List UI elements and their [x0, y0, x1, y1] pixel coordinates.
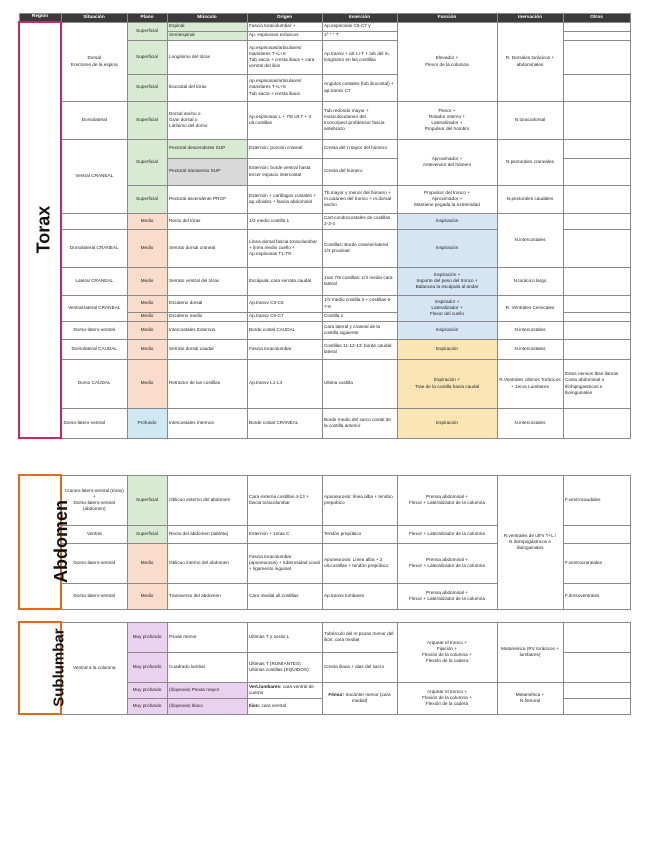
cell-insercion: Aponeurosis: línea alba + tendón prepúbico — [322, 475, 397, 525]
cell-otros: F.ventrocraneales — [563, 543, 630, 583]
cell-insercion — [322, 682, 397, 714]
cell-situacion: Dorso-latero-ventral — [61, 408, 127, 438]
cell-otros — [563, 682, 630, 698]
cell-otros — [563, 321, 630, 339]
cell-musculo: Iliocostal del tórax — [167, 74, 247, 101]
cell-origen: Cara medial ult.costillas — [247, 583, 322, 609]
cell-origen: Ap.espinosas/articulares/ mamilares T+L+S Tub sacra + cresta iliaca — [247, 74, 322, 101]
cell-insercion: Cresta del t.mayor del húmero — [322, 139, 397, 158]
cell-otros — [563, 213, 630, 229]
cell-musculo: Retractor de las costillas — [167, 359, 247, 408]
cell-funcion: Flexor + Rotador interno + Lateralizador + Propulsor del hombro — [397, 101, 497, 139]
cell-inervacion: N.intercostales — [497, 408, 563, 438]
header-funcion: Función — [397, 14, 497, 23]
cell-plano: Muy profundo — [127, 682, 167, 698]
cell-plano: Muy profundo — [127, 698, 167, 714]
cell-plano: Medio — [127, 213, 167, 229]
cell-musculo: Oblicuo interno del abdomen — [167, 543, 247, 583]
table-row — [19, 339, 630, 359]
cell-inervacion: Metamérica (RV torácicos + lumbares) — [497, 622, 563, 682]
cell-plano: Medio — [127, 359, 167, 408]
cell-situacion: Ventral-lateral CRANEAL — [61, 295, 127, 321]
cell-situacion: Craneo-latero-ventral (tórax) + Dorso-latero-ventral (abdomen) — [61, 475, 127, 525]
table-row — [19, 321, 630, 339]
cell-otros — [563, 229, 630, 267]
header-situacion: Situación — [61, 14, 127, 23]
cell-origen: Esternón + cartílagos costales + ap.xifoides + fascia abdominal — [247, 185, 322, 213]
cell-otros — [563, 652, 630, 682]
cell-funcion: Inspiración — [397, 213, 497, 229]
cell-plano: Superficial — [127, 101, 167, 139]
cell-insercion: Tb.mayor y menor del húmero + m.cutaneo del tronco + m.dorsal ancho — [322, 185, 397, 213]
cell-musculo: Serrato dorsal craneal — [167, 229, 247, 267]
cell-insercion: Ultima costilla — [322, 359, 397, 408]
cell-musculo: Escaleno medio — [167, 312, 247, 321]
cell-plano: Superficial — [127, 74, 167, 101]
cell-origen: Escápula: cara serrata caudal — [247, 267, 322, 295]
cell-insercion: 1/3 medio costilla 3 + costillas 6-7-8 — [322, 295, 397, 312]
table-row — [19, 267, 630, 295]
header-insercion: Inserción — [322, 14, 397, 23]
cell-musculo: Recto del tórax — [167, 213, 247, 229]
cell-insercion: Cart.condrocostales de costillas 2-3-4 — [322, 213, 397, 229]
cell-plano: Profundo — [127, 408, 167, 438]
cell-funcion: Arquear el tronco + Flexión de la columna + Flexión de la cadera — [397, 682, 497, 714]
header-musculo: Músculo — [167, 14, 247, 23]
cell-situacion: Lateral CRANEAL — [61, 267, 127, 295]
cell-otros — [563, 158, 630, 185]
cell-funcion: Prensa abdominal + Flexor + Lateralizador de la columna — [397, 475, 497, 525]
cell-otros — [563, 22, 630, 31]
cell-musculo: Intercostales Externos — [167, 321, 247, 339]
cell-otros — [563, 312, 630, 321]
cell-insercion: Cresta iliaca + alas del sacro — [322, 652, 397, 682]
cell-insercion: 1ras 7/8 costillas: 1/3 medio cara lateral — [322, 267, 397, 295]
cell-plano: Superficial — [127, 139, 167, 185]
cell-inervacion: N.intercostales — [497, 339, 563, 359]
cell-situacion: Dorso CAUDAL — [61, 359, 127, 408]
cell-insercion-text: trocánter menor (cara medial) — [345, 691, 391, 703]
cell-musculo: Escaleno dorsal — [167, 295, 247, 312]
cell-otros — [563, 74, 630, 101]
cell-plano: Medio — [127, 229, 167, 267]
cell-insercion: Tub.redondo mayor + musculocutaneo del tronco/pect.profdensor fascia antebrazo — [322, 101, 397, 139]
cell-plano: Superficial — [127, 475, 167, 525]
cell-insercion: 1ª ⁺⁺ T — [322, 31, 397, 40]
cell-inervacion: R.ventrales de ult*s T+L / N.iliohipogástricos e ilioinguinales — [497, 475, 563, 609]
cell-origen: 1/3 medio costilla 1 — [247, 213, 322, 229]
cell-insercion: Ap.transv lumbares — [322, 583, 397, 609]
cell-origen-bold: Ilion: — [249, 702, 261, 708]
cell-inervacion: R.Ventrales ultimos Torácicos + 1eros Lumbares — [497, 359, 563, 408]
cell-origen: Ap. espinosos torácicos — [247, 31, 322, 40]
region-torax — [19, 22, 61, 438]
cell-musculo: Pectoral descendente SUP — [167, 139, 247, 158]
cell-inervacion: N.torácico largo — [497, 267, 563, 295]
cell-otros — [563, 267, 630, 295]
table-row — [19, 622, 630, 652]
cell-otros — [563, 101, 630, 139]
cell-funcion: Espiración + Trae de la costilla hacia caudal — [397, 359, 497, 408]
cell-musculo: Cuadrado lumbar — [167, 652, 247, 682]
cell-musculo: Pectoral ascendente PROF — [167, 185, 247, 213]
cell-otros — [563, 295, 630, 312]
cell-situacion: Ventral — [61, 525, 127, 543]
cell-situacion: Dorsolateral — [61, 101, 127, 139]
cell-plano: Medio — [127, 543, 167, 583]
cell-otros — [563, 185, 630, 213]
muscle-table-torax — [18, 13, 631, 439]
cell-funcion: Flexor + Lateralizador de la columna — [397, 525, 497, 543]
cell-inervacion: R. Dorsales torácicos + abdominales — [497, 22, 563, 101]
cell-situacion: Dorsolateral CAUDAL — [61, 339, 127, 359]
cell-insercion: Cresta del húmero — [322, 158, 397, 185]
cell-funcion: Inspiración — [397, 321, 497, 339]
table-row — [19, 22, 630, 31]
cell-funcion: Propulsor del tronco + Aproximador + Mantiene pegada la extremidad — [397, 185, 497, 213]
cell-musculo: Serrato ventral del tórax — [167, 267, 247, 295]
cell-funcion: Elevador + Flexor de la columna — [397, 22, 497, 101]
table-row — [19, 213, 630, 229]
cell-insercion: Ap.transv + art L+T + tub del m. longísimo en las costillas — [322, 40, 397, 74]
cell-origen-text: cara ventral de cuerpo — [249, 683, 314, 695]
cell-origen: Ap.transv C3-C5 — [247, 295, 322, 312]
cell-origen: Ultimas T y 1eras L — [247, 622, 322, 652]
table-row — [19, 408, 630, 438]
cell-situacion: Dorsolateral CRANEAL — [61, 229, 127, 267]
cell-funcion: Inspiración — [397, 229, 497, 267]
cell-origen: Esternón + 1eras C — [247, 525, 322, 543]
cell-plano: Medio — [127, 312, 167, 321]
table-row — [19, 359, 630, 408]
region-sublumbar — [19, 622, 68, 714]
cell-origen-text: cara ventral — [261, 702, 287, 708]
cell-origen: Línea dorsal fascia toracolumbar + línea medio cuello + Ap.espinosas T1-T8 — [247, 229, 322, 267]
cell-plano: Medio — [127, 583, 167, 609]
region-abdomen-label: Abdomen — [50, 500, 71, 584]
cell-musculo: (Iliopsoas) Iliaco — [167, 698, 247, 714]
region-sublumbar-label: Sublumbar — [50, 628, 68, 708]
table-row — [19, 475, 630, 525]
cell-musculo: Recto del abdomen (tableta) — [167, 525, 247, 543]
cell-origen: Esternón: porción craneal — [247, 139, 322, 158]
cell-musculo: Serrato dorsal caudal — [167, 339, 247, 359]
cell-musculo: Semiespinal — [167, 31, 247, 40]
cell-origen: Borde costal CAUDAL — [247, 321, 322, 339]
cell-otros: F.ventrocaudales — [563, 475, 630, 525]
cell-origen-bold: Vert.lumbares: — [249, 683, 282, 689]
header-plano: Plano — [127, 14, 167, 23]
cell-insercion: Cara lateral y craneal de la costilla siguiente — [322, 321, 397, 339]
cell-insercion: Costillas 11-12-13: borde caudal-lateral — [322, 339, 397, 359]
cell-funcion: Inspirador + Lateralizador + Flexor del cuello — [397, 295, 497, 321]
cell-inervacion: N.pectorales craneales — [497, 139, 563, 185]
cell-funcion: Prensa abdominal + Flexor + Lateralizador de la columna — [397, 543, 497, 583]
cell-origen — [247, 682, 322, 698]
cell-plano: Medio — [127, 339, 167, 359]
table-row — [19, 295, 630, 312]
cell-insercion: Aponeurosis: Línea alba + 2 ult.costillas + tendón prepúbico — [322, 543, 397, 583]
cell-situacion: Dorso-latero-ventral — [61, 543, 127, 583]
cell-plano: Superficial — [127, 40, 167, 74]
cell-funcion: Aproximador + Antevensor del húmero — [397, 139, 497, 185]
cell-inervacion: N.pectorales caudales — [497, 185, 563, 213]
cell-insercion: Costilla 1 — [322, 312, 397, 321]
cell-insercion: Tubérculo del m.psoas menor del ilion: cara medial — [322, 622, 397, 652]
cell-insercion: Costillas: Borde craneal-lateral 1/3 proximal — [322, 229, 397, 267]
cell-plano: Medio — [127, 321, 167, 339]
cell-musculo: Transverso del abdomen — [167, 583, 247, 609]
cell-funcion: Inspiración + Soporte del peso del tronco + Balancea la escápula al andar — [397, 267, 497, 295]
cell-funcion: Prensa abdominal + Flexor + Lateralizador de la columna — [397, 583, 497, 609]
cell-otros — [563, 698, 630, 714]
table-row — [19, 139, 630, 158]
cell-otros — [563, 525, 630, 543]
cell-plano: Medio — [127, 295, 167, 312]
cell-otros: Estos nervios tbse llaman Costo abdominal o Iliohipogastricos e Ilioinguinales — [563, 359, 630, 408]
cell-origen: Ap.espinosas L + 7/8 ult.T + 3 ult.costillas — [247, 101, 322, 139]
header-row — [19, 14, 630, 23]
cell-musculo: Espinal — [167, 22, 247, 31]
cell-situacion: Dorso-latero-ventral — [61, 321, 127, 339]
cell-origen: Ap.transv L1-L3 — [247, 359, 322, 408]
cell-situacion: Dorsal Erectores de la espina — [61, 22, 127, 101]
cell-origen: Ultimas T (RUMIANTES) Ultimas costillas (EQUIDOS) — [247, 652, 322, 682]
cell-funcion: Espiración — [397, 339, 497, 359]
cell-plano: Muy profundo — [127, 652, 167, 682]
cell-otros — [563, 139, 630, 158]
header-otros: Otros — [563, 14, 630, 23]
cell-otros — [563, 622, 630, 652]
cell-origen: Ap.espinosas/articulares/ mamilares T+L+S Tub sacra + cresta iliaca + cara ventral del ilion — [247, 40, 322, 74]
cell-origen: Fascia toracolumbar + — [247, 22, 322, 31]
cell-inervacion: N.intercostales — [497, 213, 563, 267]
cell-insercion-bold: Fémur: — [328, 691, 345, 697]
cell-origen: Borde costal CRANEAL — [247, 408, 322, 438]
cell-insercion: Angulos costales (tub iliocostal) + ap.transv C7 — [322, 74, 397, 101]
cell-origen: Fascia toracolumbar — [247, 339, 322, 359]
cell-musculo: Longísimo del tórax — [167, 40, 247, 74]
cell-funcion: Arquear el tronco + Fijación + Flexión de la columna + Flexión de la cadera — [397, 622, 497, 682]
cell-plano: Superficial — [127, 185, 167, 213]
muscle-table-sublumbar — [18, 621, 631, 715]
cell-musculo: (Iliopsoas) Psoas mayor — [167, 682, 247, 698]
cell-otros — [563, 408, 630, 438]
cell-insercion: Borde medio del surco costal de la costilla anterior — [322, 408, 397, 438]
cell-inervacion: N.intercostales — [497, 321, 563, 339]
cell-origen: Esternón: borde ventral hasta tercer espacio intercostal — [247, 158, 322, 185]
region-abdomen — [19, 475, 71, 609]
cell-inervacion: Metamérica + N.femoral — [497, 682, 563, 714]
cell-situacion: Ventral a la columna — [61, 622, 127, 714]
header-origen: Origen — [247, 14, 322, 23]
cell-otros: F.dorsoventrales — [563, 583, 630, 609]
cell-insercion: Ap.espinosas C6-C7 y — [322, 22, 397, 31]
cell-plano: Superficial — [127, 525, 167, 543]
cell-origen — [247, 698, 322, 714]
cell-musculo: Pectoral transverso SUP — [167, 158, 247, 185]
cell-plano: Muy profundo — [127, 622, 167, 652]
cell-situacion: Dorso-latero-ventral — [61, 583, 127, 609]
cell-origen: Fascia toracolumbar (aponeurosis) + tuberosidad coxal + ligamento inguinal — [247, 543, 322, 583]
cell-inervacion: R. Ventrales Cervicales — [497, 295, 563, 321]
table-row — [19, 101, 630, 139]
header-inervacion: Inervación — [497, 14, 563, 23]
header-region: Región — [19, 14, 61, 23]
cell-inervacion: N.toracodorsal — [497, 101, 563, 139]
cell-musculo: Oblicuo externo del abdomen — [167, 475, 247, 525]
cell-insercion: Tendón prepúbico — [322, 525, 397, 543]
cell-origen: Cara externa costillas 4-13 + fascia toracolumbar — [247, 475, 322, 525]
cell-otros — [563, 40, 630, 74]
cell-funcion: Espiración — [397, 408, 497, 438]
muscle-table-abdomen — [18, 474, 631, 610]
cell-origen: Ap.transv C6-C7 — [247, 312, 322, 321]
cell-musculo: Dorsal ancho o Gran dorsal o Latísimo del dorso — [167, 101, 247, 139]
cell-otros — [563, 339, 630, 359]
cell-otros — [563, 31, 630, 40]
region-torax-label: Torax — [33, 206, 54, 254]
cell-situacion — [61, 213, 127, 229]
cell-plano: Superficial — [127, 22, 167, 40]
cell-situacion: Ventral CRANEAL — [61, 139, 127, 213]
cell-plano: Medio — [127, 267, 167, 295]
cell-musculo: Intercostales Internos — [167, 408, 247, 438]
cell-musculo: Psoas menor — [167, 622, 247, 652]
